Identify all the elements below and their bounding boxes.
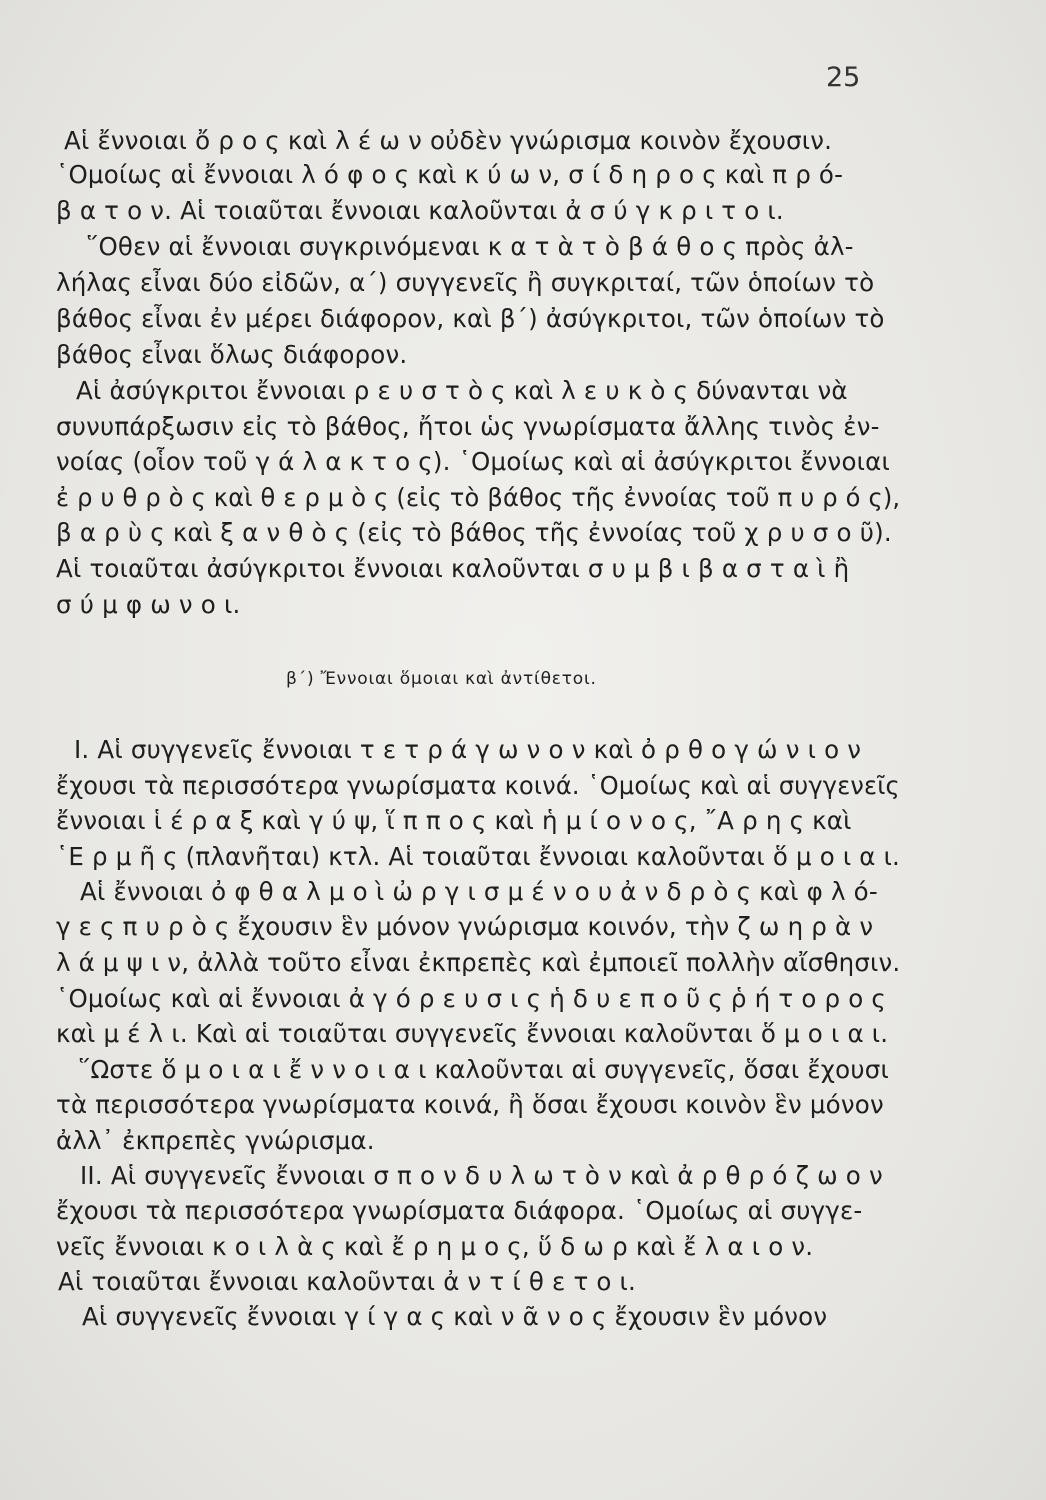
text-line: συνυπάρξωσιν εἰς τὸ βάθος, ἤτοι ὡς γνωρίσματα ἄλλης τινὸς ἐν- xyxy=(56,412,880,441)
text-line: νεῖς ἔννοιαι κ ο ι λ ὰ ς καὶ ἔ ρ η μ ο ς, ὕ δ ω ρ καὶ ἔ λ α ι ο ν. xyxy=(56,1232,814,1261)
text-line: Αἱ ἀσύγκριτοι ἔννοιαι ρ ε υ σ τ ὸ ς καὶ λ ε υ κ ὸ ς δύνανται νὰ xyxy=(76,376,848,405)
text-line: Αἱ τοιαῦται ἔννοιαι καλοῦνται ἀ ν τ ί θ ε τ ο ι. xyxy=(58,1267,637,1296)
text-line: ἀλλ᾽ ἐκπρεπὲς γνώρισμα. xyxy=(56,1126,375,1155)
text-line: σ ύ μ φ ω ν ο ι. xyxy=(56,590,241,619)
text-line: βάθος εἶναι ὅλως διάφορον. xyxy=(56,340,408,369)
text-line: Αἱ τοιαῦται ἀσύγκριτοι ἔννοιαι καλοῦνται σ υ μ β ι β α σ τ α ὶ ἢ xyxy=(56,554,850,583)
text-line: ῞Οθεν αἱ ἔννοιαι συγκρινόμεναι κ α τ ὰ τ ὸ β ά θ ο ς πρὸς ἀλ- xyxy=(86,232,854,261)
text-line: λ ά μ ψ ι ν, ἀλλὰ τοῦτο εἶναι ἐκπρεπὲς καὶ ἐμποιεῖ πολλὴν αἴσθησιν. xyxy=(56,948,901,977)
text-line: ἐ ρ υ θ ρ ὸ ς καὶ θ ε ρ μ ὸ ς (εἰς τὸ βάθος τῆς ἐννοίας τοῦ π υ ρ ό ς), xyxy=(56,483,901,512)
text-line: Αἱ ἔννοιαι ὀ φ θ α λ μ ο ὶ ὠ ρ γ ι σ μ έ ν ο υ ἀ ν δ ρ ὸ ς καὶ φ λ ό- xyxy=(80,877,878,906)
text-line: Αἱ συγγενεῖς ἔννοιαι γ ί γ α ς καὶ ν ᾶ ν ο ς ἔχουσιν ἓν μόνον xyxy=(82,1302,828,1331)
text-line: I. Αἱ συγγενεῖς ἔννοιαι τ ε τ ρ ά γ ω ν ο ν καὶ ὀ ρ θ ο γ ώ ν ι ο ν xyxy=(74,735,862,764)
text-line: καὶ μ έ λ ι. Καὶ αἱ τοιαῦται συγγενεῖς ἔννοιαι καλοῦνται ὅ μ ο ι α ι. xyxy=(56,1019,889,1048)
text-line: ῾Ομοίως καὶ αἱ ἔννοιαι ἀ γ ό ρ ε υ σ ι ς ἡ δ υ ε π ο ῦ ς ῥ ή τ ο ρ ο ς xyxy=(56,984,887,1013)
text-line: β α ρ ὺ ς καὶ ξ α ν θ ὸ ς (εἰς τὸ βάθος τῆς ἐννοίας τοῦ χ ρ υ σ ο ῦ). xyxy=(56,518,892,547)
text-line: γ ε ς π υ ρ ὸ ς ἔχουσιν ἓν μόνον γνώρισμα κοινόν, τὴν ζ ω η ρ ὰ ν xyxy=(56,912,874,941)
section-heading: β΄) Ἔννοιαι ὅμοιαι καὶ ἀντίθετοι. xyxy=(286,669,597,689)
text-line: ἔχουσι τὰ περισσότερα γνωρίσματα κοινά. ῾Ομοίως καὶ αἱ συγγενεῖς xyxy=(56,771,900,800)
text-line: ῾Ομοίως αἱ ἔννοιαι λ ό φ ο ς καὶ κ ύ ω ν, σ ί δ η ρ ο ς καὶ π ρ ό- xyxy=(56,160,844,189)
text-line: νοίας (οἷον τοῦ γ ά λ α κ τ ο ς). ῾Ομοίως καὶ αἱ ἀσύγκριτοι ἔννοιαι xyxy=(56,447,890,476)
text-line: λήλας εἶναι δύο εἰδῶν, α΄) συγγενεῖς ἢ συγκριταί, τῶν ὁποίων τὸ xyxy=(56,268,875,297)
text-line: β α τ ο ν. Αἱ τοιαῦται ἔννοιαι καλοῦνται ἀ σ ύ γ κ ρ ι τ ο ι. xyxy=(56,196,784,225)
text-line: ῾Ε ρ μ ῆ ς (πλανῆται) κτλ. Αἱ τοιαῦται ἔννοιαι καλοῦνται ὅ μ ο ι α ι. xyxy=(56,842,901,871)
text-line: βάθος εἶναι ἐν μέρει διάφορον, καὶ β΄) ἀσύγκριτοι, τῶν ὁποίων τὸ xyxy=(56,304,885,333)
text-line: II. Αἱ συγγενεῖς ἔννοιαι σ π ο ν δ υ λ ω τ ὸ ν καὶ ἀ ρ θ ρ ό ζ ω ο ν xyxy=(80,1161,883,1190)
text-line: ῞Ωστε ὅ μ ο ι α ι ἔ ν ν ο ι α ι καλοῦνται αἱ συγγενεῖς, ὅσαι ἔχουσι xyxy=(78,1055,889,1084)
text-line: τὰ περισσότερα γνωρίσματα κοινά, ἢ ὅσαι ἔχουσι κοινὸν ἓν μόνον xyxy=(56,1090,884,1119)
page-number: 25 xyxy=(826,62,861,93)
text-line: ἔχουσι τὰ περισσότερα γνωρίσματα διάφορα. ῾Ομοίως αἱ συγγε- xyxy=(56,1196,863,1225)
text-line: ἔννοιαι ἱ έ ρ α ξ καὶ γ ύ ψ, ἵ π π ο ς καὶ ἡ μ ί ο ν ο ς, ῎Α ρ η ς καὶ xyxy=(56,806,852,835)
text-line: Αἱ ἔννοιαι ὄ ρ ο ς καὶ λ έ ω ν οὐδὲν γνώρισμα κοινὸν ἔχουσιν. xyxy=(64,126,833,155)
